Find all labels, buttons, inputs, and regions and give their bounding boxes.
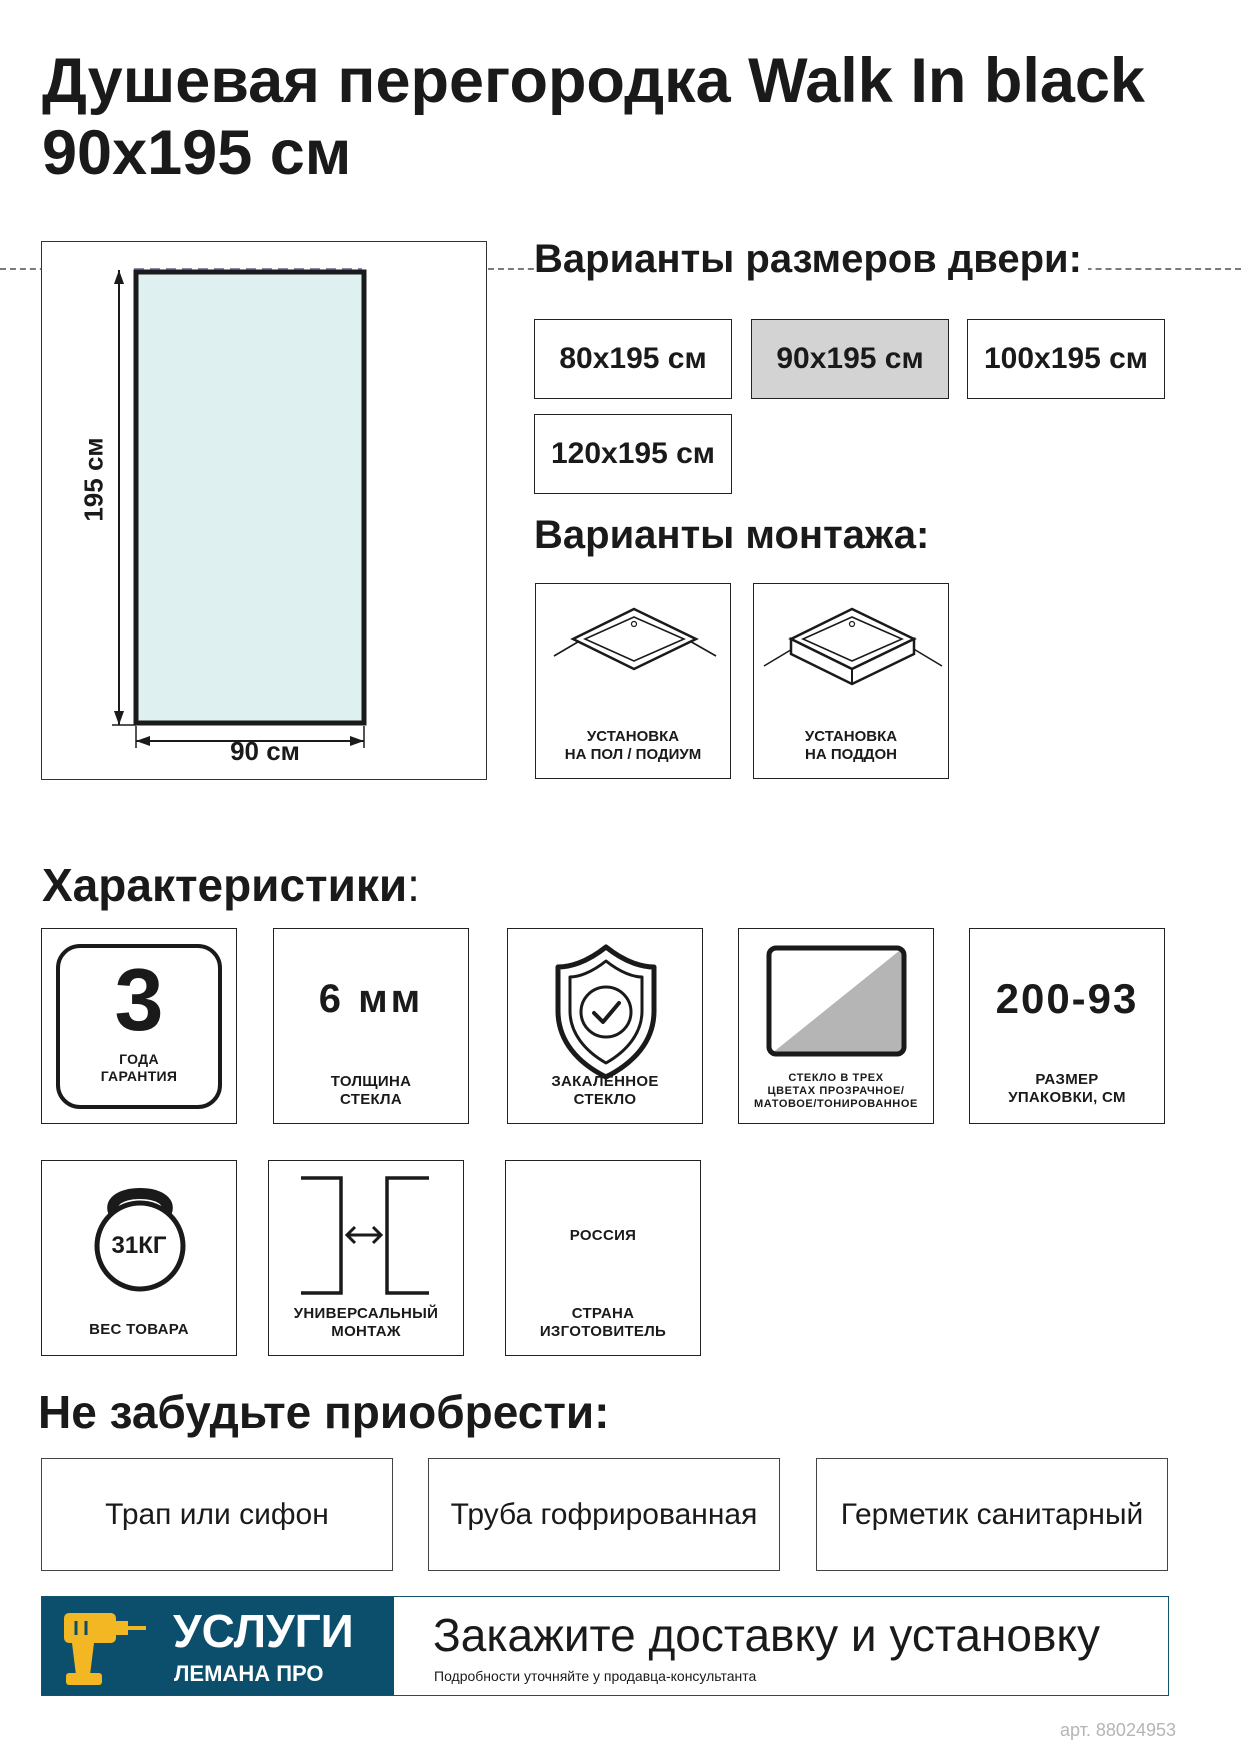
size-option-80[interactable]: 80x195 см bbox=[534, 319, 732, 399]
door-diagram bbox=[41, 241, 487, 780]
country-value: РОССИЯ bbox=[569, 1227, 637, 1244]
article-number: арт. 88024953 bbox=[1060, 1720, 1176, 1740]
thickness-value: 6 мм bbox=[318, 977, 424, 1021]
package-size-value: 200-93 bbox=[995, 975, 1139, 1022]
services-cta: Закажите доставку и установку bbox=[433, 1609, 1101, 1661]
weight-caption: ВЕС ТОВАРА bbox=[89, 1321, 189, 1338]
width-dimension-label: 90 см bbox=[230, 736, 300, 766]
upsell-item-drain[interactable]: Трап или сифон bbox=[41, 1458, 393, 1571]
thickness-caption: ТОЛЩИНА СТЕКЛА bbox=[330, 1073, 412, 1108]
upsell-heading: Не забудьте приобрести: bbox=[38, 1386, 610, 1438]
size-option-100[interactable]: 100x195 см bbox=[967, 319, 1165, 399]
mounting-heading: Варианты монтажа: bbox=[534, 512, 935, 558]
spec-glass-colors bbox=[738, 928, 934, 1124]
upsell-item-corrugated-pipe[interactable]: Труба гофрированная bbox=[428, 1458, 780, 1571]
tempered-caption: ЗАКАЛЁННОЕ СТЕКЛО bbox=[551, 1073, 659, 1108]
mount-tray-caption: УСТАНОВКА НА ПОДДОН bbox=[804, 728, 898, 763]
glass-colors-caption: СТЕКЛО В ТРЕХ ЦВЕТАХ ПРОЗРАЧНОЕ/ МАТОВОЕ/ТОНИРОВАННОЕ bbox=[754, 1072, 918, 1110]
spec-glass-thickness bbox=[273, 928, 469, 1124]
services-banner-brand bbox=[42, 1597, 394, 1695]
upsell-item-sealant[interactable]: Герметик санитарный bbox=[816, 1458, 1168, 1571]
warranty-years: 3 bbox=[114, 950, 164, 1049]
spec-warranty bbox=[41, 928, 237, 1124]
spec-country bbox=[505, 1160, 701, 1356]
size-options-heading: Варианты размеров двери: bbox=[534, 236, 1088, 282]
drill-icon bbox=[42, 1597, 172, 1697]
universal-mount-caption: УНИВЕРСАЛЬНЫЙ МОНТАЖ bbox=[293, 1305, 439, 1340]
services-subtitle: ЛЕМАНА ПРО bbox=[174, 1661, 324, 1686]
page-title bbox=[42, 45, 1222, 189]
spec-package-size bbox=[969, 928, 1165, 1124]
size-option-90-selected[interactable]: 90x195 см bbox=[751, 319, 949, 399]
spec-tempered-glass bbox=[507, 928, 703, 1124]
country-caption: СТРАНА ИЗГОТОВИТЕЛЬ bbox=[539, 1305, 667, 1340]
title-line-1: Душевая перегородка Walk In black bbox=[42, 46, 1145, 116]
size-option-120[interactable]: 120x195 см bbox=[534, 414, 732, 494]
package-size-caption: РАЗМЕР УПАКОВКИ, СМ bbox=[1008, 1071, 1126, 1106]
warranty-caption: ГОДА ГАРАНТИЯ bbox=[100, 1051, 178, 1084]
services-banner[interactable] bbox=[41, 1596, 1169, 1696]
specs-heading: Характеристики: bbox=[42, 859, 420, 911]
weight-value: 31КГ bbox=[111, 1232, 167, 1259]
spec-weight bbox=[41, 1160, 237, 1356]
spec-universal-mount bbox=[268, 1160, 464, 1356]
mount-option-floor[interactable] bbox=[535, 583, 731, 779]
title-line-2: 90x195 см bbox=[42, 118, 352, 188]
mount-option-tray[interactable] bbox=[753, 583, 949, 779]
height-dimension-label: 195 см bbox=[78, 437, 109, 522]
services-note: Подробности уточняйте у продавца-консультанта bbox=[434, 1668, 757, 1684]
services-title: УСЛУГИ bbox=[173, 1605, 354, 1657]
mount-floor-caption: УСТАНОВКА НА ПОЛ / ПОДИУМ bbox=[564, 728, 702, 763]
